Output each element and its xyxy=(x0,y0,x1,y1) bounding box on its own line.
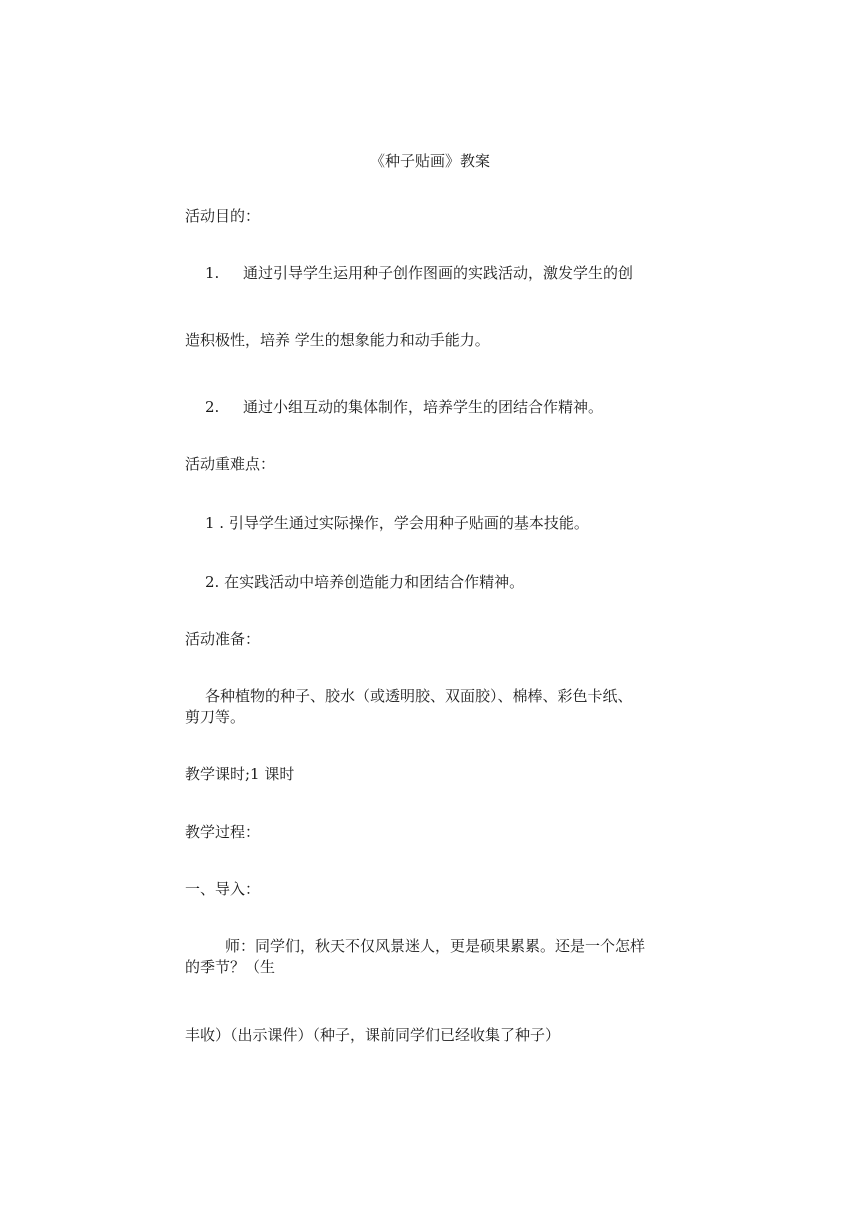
key-point-1: 1 . 引导学生通过实际操作，学会用种子贴画的基本技能。 xyxy=(205,514,589,532)
objectives-heading: 活动目的： xyxy=(185,207,261,225)
objective-2-number: 2. xyxy=(205,398,220,416)
objective-1-text: 通过引导学生运用种子创作图画的实践活动，激发学生的创 xyxy=(243,264,634,282)
objective-2-text: 通过小组互动的集体制作，培养学生的团结合作精神。 xyxy=(243,398,604,416)
objective-1-number: 1. xyxy=(205,264,220,282)
objective-2 xyxy=(205,396,603,418)
intro-line-1: 师：同学们，秋天不仅风景迷人，更是硕果累累。还是一个怎样 xyxy=(225,937,646,955)
preparation-line-2: 剪刀等。 xyxy=(185,708,246,726)
objective-1-line-2: 造积极性，培养 学生的想象能力和动手能力。 xyxy=(185,331,490,349)
preparation-line-1: 各种植物的种子、胶水（或透明胶、双面胶）、棉棒、彩色卡纸、 xyxy=(205,687,633,705)
document-title: 《种子贴画》教案 xyxy=(369,152,490,170)
key-point-2: 2. 在实践活动中培养创造能力和团结合作精神。 xyxy=(205,573,525,591)
intro-heading: 一、导入： xyxy=(185,880,261,898)
intro-line-2: 的季节？（生 xyxy=(185,958,276,976)
preparation-heading: 活动准备： xyxy=(185,630,261,648)
process-heading: 教学过程： xyxy=(185,823,261,841)
objective-1-line-1 xyxy=(205,262,633,284)
intro-line-3: 丰收）（出示课件）（种子，课前同学们已经收集了种子） xyxy=(185,1026,561,1044)
class-hours: 教学课时;1 课时 xyxy=(185,765,295,783)
key-points-heading: 活动重难点： xyxy=(185,455,276,473)
